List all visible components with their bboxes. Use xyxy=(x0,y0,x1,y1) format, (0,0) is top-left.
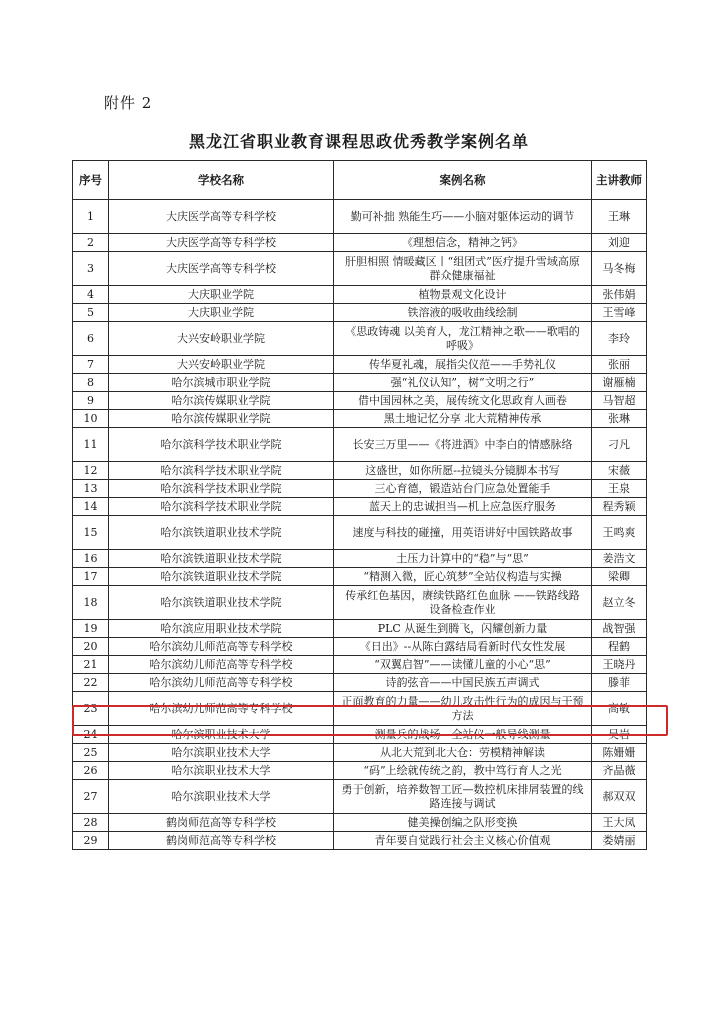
cell-teacher: 吴岩 xyxy=(592,726,647,744)
cell-case: 青年要自觉践行社会主义核心价值观 xyxy=(334,832,592,850)
cell-teacher: 王晓丹 xyxy=(592,656,647,674)
cell-teacher: 陈姗姗 xyxy=(592,744,647,762)
table-row xyxy=(73,286,647,304)
cell-case: 传承红色基因，赓续铁路红色血脉 ——铁路线路设备检查作业 xyxy=(334,586,592,620)
cell-school: 大庆医学高等专科学校 xyxy=(109,234,334,252)
cell-case: 长安三万里——《将进酒》中李白的情感脉络 xyxy=(334,428,592,462)
table-row xyxy=(73,832,647,850)
cell-num: 13 xyxy=(73,480,109,498)
cell-num: 29 xyxy=(73,832,109,850)
cell-case: 传华夏礼魂，展指尖仪范——手势礼仪 xyxy=(334,356,592,374)
cell-num: 15 xyxy=(73,516,109,550)
cell-teacher: 程秀颖 xyxy=(592,498,647,516)
cell-case: 速度与科技的碰撞，用英语讲好中国铁路故事 xyxy=(334,516,592,550)
cell-case: PLC 从诞生到腾飞，闪耀创新力量 xyxy=(334,620,592,638)
cell-case: 黑土地记忆分享 北大荒精神传承 xyxy=(334,410,592,428)
cell-school: 哈尔滨科学技术职业学院 xyxy=(109,428,334,462)
table-row xyxy=(73,392,647,410)
cell-teacher: 娄婧丽 xyxy=(592,832,647,850)
cell-num: 20 xyxy=(73,638,109,656)
table-row xyxy=(73,726,647,744)
table-row xyxy=(73,304,647,322)
cell-teacher: 刁凡 xyxy=(592,428,647,462)
cell-case: 《理想信念，精神之钙》 xyxy=(334,234,592,252)
cell-school: 大庆医学高等专科学校 xyxy=(109,200,334,234)
cell-case: 肝胆相照 情暖藏区丨“组团式”医疗提升雪域高原群众健康福祉 xyxy=(334,252,592,286)
cell-case: 健美操创编之队形变换 xyxy=(334,814,592,832)
cell-school: 鹤岗师范高等专科学校 xyxy=(109,814,334,832)
table-header-row xyxy=(73,161,647,200)
cell-school: 大兴安岭职业学院 xyxy=(109,322,334,356)
cell-school: 哈尔滨幼儿师范高等专科学校 xyxy=(109,638,334,656)
cell-teacher: 梁卿 xyxy=(592,568,647,586)
table-row xyxy=(73,200,647,234)
cell-case: 土压力计算中的“稳”与“思” xyxy=(334,550,592,568)
table-row xyxy=(73,638,647,656)
cell-teacher: 姜浩文 xyxy=(592,550,647,568)
cell-case: 正面教育的力量——幼儿攻击性行为的成因与干预方法 xyxy=(334,692,592,726)
cell-teacher: 张丽 xyxy=(592,356,647,374)
cell-case: “双翼启智”——读懂儿童的小心“思” xyxy=(334,656,592,674)
table-row xyxy=(73,410,647,428)
cell-num: 27 xyxy=(73,780,109,814)
cell-school: 哈尔滨幼儿师范高等专科学校 xyxy=(109,692,334,726)
cell-case: 蓝天上的忠诚担当—机上应急医疗服务 xyxy=(334,498,592,516)
table-row xyxy=(73,814,647,832)
header-school: 学校名称 xyxy=(109,161,334,200)
table-row xyxy=(73,620,647,638)
page-title: 黑龙江省职业教育课程思政优秀教学案例名单 xyxy=(188,132,529,151)
cell-teacher: 张琳 xyxy=(592,410,647,428)
table-row xyxy=(73,780,647,814)
cell-school: 哈尔滨铁道职业技术学院 xyxy=(109,550,334,568)
cell-num: 4 xyxy=(73,286,109,304)
cell-teacher: 王琳 xyxy=(592,200,647,234)
cell-school: 哈尔滨职业技术大学 xyxy=(109,744,334,762)
table-row xyxy=(73,374,647,392)
cell-school: 大庆医学高等专科学校 xyxy=(109,252,334,286)
cell-num: 8 xyxy=(73,374,109,392)
cell-teacher: 刘迎 xyxy=(592,234,647,252)
cell-case: 测量兵的战场—全站仪一般导线测量 xyxy=(334,726,592,744)
cell-num: 28 xyxy=(73,814,109,832)
cell-num: 7 xyxy=(73,356,109,374)
cell-school: 哈尔滨传媒职业学院 xyxy=(109,392,334,410)
cell-school: 鹤岗师范高等专科学校 xyxy=(109,832,334,850)
table-row xyxy=(73,550,647,568)
table-row xyxy=(73,356,647,374)
cell-case: 从北大荒到北大仓：劳模精神解读 xyxy=(334,744,592,762)
cell-num: 16 xyxy=(73,550,109,568)
cell-num: 10 xyxy=(73,410,109,428)
cell-teacher: 马智超 xyxy=(592,392,647,410)
cell-school: 哈尔滨幼儿师范高等专科学校 xyxy=(109,656,334,674)
table-row xyxy=(73,322,647,356)
cell-teacher: 谢雁楠 xyxy=(592,374,647,392)
cell-num: 14 xyxy=(73,498,109,516)
cell-case: “精测入微，匠心筑梦”全站仪构造与实操 xyxy=(334,568,592,586)
cell-school: 哈尔滨科学技术职业学院 xyxy=(109,480,334,498)
cell-num: 12 xyxy=(73,462,109,480)
cell-num: 11 xyxy=(73,428,109,462)
table-row xyxy=(73,568,647,586)
table-row xyxy=(73,692,647,726)
cell-num: 18 xyxy=(73,586,109,620)
cell-teacher: 王泉 xyxy=(592,480,647,498)
cell-num: 6 xyxy=(73,322,109,356)
cell-case: 植物景观文化设计 xyxy=(334,286,592,304)
cell-school: 大庆职业学院 xyxy=(109,304,334,322)
cell-school: 哈尔滨职业技术大学 xyxy=(109,726,334,744)
cell-num: 9 xyxy=(73,392,109,410)
cell-case: “码”上绘就传统之韵，教中笃行育人之光 xyxy=(334,762,592,780)
cell-case: 勤可补拙 熟能生巧——小脑对躯体运动的调节 xyxy=(334,200,592,234)
cell-case: 诗韵弦音——中国民族五声调式 xyxy=(334,674,592,692)
cell-teacher: 郝双双 xyxy=(592,780,647,814)
cell-num: 26 xyxy=(73,762,109,780)
table-row xyxy=(73,480,647,498)
cell-num: 24 xyxy=(73,726,109,744)
cell-num: 1 xyxy=(73,200,109,234)
cell-num: 17 xyxy=(73,568,109,586)
cell-case: 借中国园林之美，展传统文化思政育人画卷 xyxy=(334,392,592,410)
header-teacher: 主讲教师 xyxy=(592,161,647,200)
annex-label: 附件 2 xyxy=(104,94,153,112)
cell-num: 3 xyxy=(73,252,109,286)
table-row xyxy=(73,674,647,692)
cell-case: 勇于创新，培养数智工匠—数控机床排屑装置的线路连接与调试 xyxy=(334,780,592,814)
cell-teacher: 程鹤 xyxy=(592,638,647,656)
cell-teacher: 张伟娟 xyxy=(592,286,647,304)
cell-case: 这盛世，如你所愿--拉镜头分镜脚本书写 xyxy=(334,462,592,480)
cell-num: 21 xyxy=(73,656,109,674)
cell-school: 哈尔滨铁道职业技术学院 xyxy=(109,586,334,620)
cell-teacher: 王雪峰 xyxy=(592,304,647,322)
cell-case: 铁溶液的吸收曲线绘制 xyxy=(334,304,592,322)
cell-school: 哈尔滨铁道职业技术学院 xyxy=(109,516,334,550)
table-row xyxy=(73,462,647,480)
case-list-table xyxy=(72,160,647,850)
cell-teacher: 李玲 xyxy=(592,322,647,356)
cell-teacher: 赵立冬 xyxy=(592,586,647,620)
cell-school: 哈尔滨传媒职业学院 xyxy=(109,410,334,428)
table-row xyxy=(73,516,647,550)
cell-school: 哈尔滨铁道职业技术学院 xyxy=(109,568,334,586)
cell-teacher: 齐晶薇 xyxy=(592,762,647,780)
cell-school: 哈尔滨幼儿师范高等专科学校 xyxy=(109,674,334,692)
cell-teacher: 王大凤 xyxy=(592,814,647,832)
cell-school: 大庆职业学院 xyxy=(109,286,334,304)
cell-case: 《思政铸魂 以美育人，龙江精神之歌——歌唱的呼吸》 xyxy=(334,322,592,356)
cell-teacher: 王鸣爽 xyxy=(592,516,647,550)
cell-num: 23 xyxy=(73,692,109,726)
table-row-highlighted xyxy=(73,656,647,674)
cell-school: 哈尔滨职业技术大学 xyxy=(109,762,334,780)
cell-school: 大兴安岭职业学院 xyxy=(109,356,334,374)
cell-num: 2 xyxy=(73,234,109,252)
table-row xyxy=(73,252,647,286)
cell-case: 强“礼仪认知”，树“文明之行” xyxy=(334,374,592,392)
table-row xyxy=(73,744,647,762)
cell-teacher: 高敏 xyxy=(592,692,647,726)
cell-teacher: 马冬梅 xyxy=(592,252,647,286)
cell-school: 哈尔滨科学技术职业学院 xyxy=(109,462,334,480)
table-row xyxy=(73,586,647,620)
cell-case: 《日出》--从陈白露结局看新时代女性发展 xyxy=(334,638,592,656)
cell-num: 22 xyxy=(73,674,109,692)
cell-num: 19 xyxy=(73,620,109,638)
cell-case: 三心育德，锻造站台门应急处置能手 xyxy=(334,480,592,498)
cell-school: 哈尔滨城市职业学院 xyxy=(109,374,334,392)
cell-num: 5 xyxy=(73,304,109,322)
header-num: 序号 xyxy=(73,161,109,200)
cell-teacher: 宋薇 xyxy=(592,462,647,480)
cell-school: 哈尔滨应用职业技术学院 xyxy=(109,620,334,638)
table-row xyxy=(73,498,647,516)
table-row xyxy=(73,234,647,252)
header-case: 案例名称 xyxy=(334,161,592,200)
cell-school: 哈尔滨职业技术大学 xyxy=(109,780,334,814)
table-row xyxy=(73,762,647,780)
cell-teacher: 战智强 xyxy=(592,620,647,638)
cell-num: 25 xyxy=(73,744,109,762)
cell-teacher: 滕菲 xyxy=(592,674,647,692)
table-row xyxy=(73,428,647,462)
cell-school: 哈尔滨科学技术职业学院 xyxy=(109,498,334,516)
